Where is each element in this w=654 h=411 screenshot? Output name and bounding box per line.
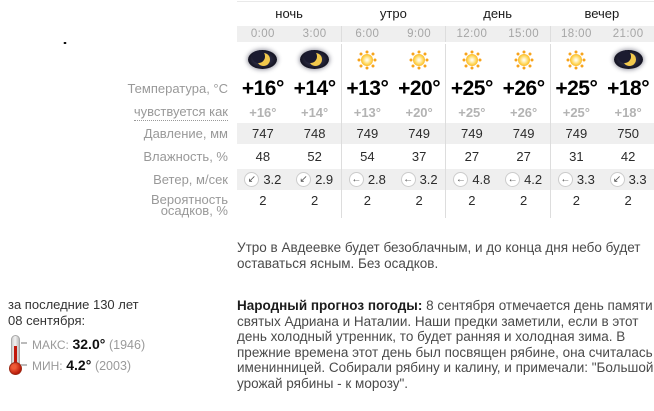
daypart-header-row [0,3,654,23]
feels-like-value: +14° [300,105,329,120]
thermometer-icon [8,334,28,376]
humidity-row-label: Влажность, % [0,144,237,169]
daypart-morning: утро [379,5,407,21]
temperature-value: +16° [241,76,284,100]
history-title-line2: 08 сентября: [8,313,86,328]
pressure-value: 749 [356,126,379,141]
humidity-value: 54 [360,149,375,164]
feels-like-value: +16° [249,105,277,120]
feels-like-value: +13° [353,105,381,120]
precipitation-row [0,190,654,218]
temperature-value: +20° [398,76,441,100]
time-6: 6:00 [355,28,380,40]
moon-icon [248,50,277,69]
daypart-night: ночь [275,5,303,21]
precipitation-value: 2 [363,193,371,208]
wind-speed-value: 3.2 [263,172,282,187]
time-3: 3:00 [302,28,327,40]
record-max-line [32,337,145,352]
pressure-value: 750 [617,126,639,141]
wind-row [0,169,654,190]
time-15: 15:00 [508,28,540,40]
folk-forecast-body: 8 сентября отмечается день памяти святых Адриана и Наталии. Наши предки заметили, если в этот день холодный утренник, то будет ранняя и холодная зима. В прежние времена этот день был посвящен рябине, она считалась именинницей. Собирали рябину и калину, и примечали: "Большой урожай рябины - к морозу". [237,298,654,391]
daypart-day: день [483,5,513,21]
temperature-value: +25° [555,76,598,100]
humidity-value: 48 [255,149,271,164]
pressure-value: 748 [303,126,326,141]
humidity-value: 27 [464,149,480,164]
humidity-row [0,144,654,169]
sun-icon [514,50,534,70]
record-max-value: 32.0° [72,336,106,352]
precipitation-value: 2 [415,193,423,208]
wind-direction-icon: ↙ [244,172,259,187]
humidity-value: 27 [516,149,531,164]
wind-direction-icon: ← [558,172,573,187]
humidity-value: 42 [620,149,636,164]
time-row [0,26,654,42]
pressure-value: 749 [512,126,535,141]
humidity-value: 37 [411,149,427,164]
wind-direction-icon: ← [453,172,468,187]
time-9: 9:00 [407,28,432,40]
pressure-row [0,123,654,144]
temperature-row [0,75,654,102]
wind-speed-value: 2.8 [367,172,386,187]
precipitation-value: 2 [468,193,476,208]
wind-direction-icon: ↙ [610,172,625,187]
time-0: 0:00 [250,28,275,40]
daypart-evening: вечер [584,5,620,21]
time-12: 12:00 [456,28,488,40]
record-min-value: 4.2° [66,357,92,373]
precipitation-value: 2 [572,193,580,208]
wind-speed-value: 3.3 [576,172,595,187]
history-title-line1: за последние 130 лет [8,297,139,312]
temperature-row-label: Температура, °C [0,75,237,102]
record-min-label: МИН: [32,359,63,373]
feels-like-value: +25° [458,105,486,120]
feels-like-value: +25° [562,105,590,120]
table-top-divider [237,1,654,2]
climate-history [8,297,228,376]
pressure-value: 749 [408,126,430,141]
weather-icons-row [0,44,654,75]
precipitation-value: 2 [624,193,632,208]
temperature-value: +18° [607,76,650,100]
feels-like-value: +26° [509,105,538,120]
temperature-records [8,334,228,376]
feels-like-row-label[interactable]: чувствуется как [133,104,228,119]
precipitation-row-label: Вероятность осадков, % [151,192,228,218]
wind-speed-value: 3.3 [628,172,647,187]
temperature-value: +13° [346,76,389,100]
temperature-value: +26° [502,76,545,100]
record-min-year: (2003) [94,359,132,373]
moon-icon [614,50,643,69]
wind-speed-value: 4.8 [472,172,491,187]
wind-speed-value: 3.2 [419,172,438,187]
temperature-value: +14° [293,76,336,100]
temperature-value: +25° [450,76,493,100]
precipitation-value: 2 [259,193,267,208]
humidity-value: 52 [307,149,322,164]
time-18: 18:00 [560,28,592,40]
wind-direction-icon: ← [349,172,364,187]
wind-direction-icon: ← [401,172,416,187]
folk-forecast-title: Народный прогноз погоды: [237,298,423,313]
humidity-value: 31 [569,149,584,164]
record-min-line [32,358,131,373]
pressure-value: 747 [252,126,274,141]
sun-icon [409,50,429,70]
forecast-texts [237,240,654,391]
wind-speed-value: 2.9 [315,172,334,187]
folk-forecast [237,298,654,391]
time-21: 21:00 [612,28,644,40]
sun-icon [566,50,586,70]
feels-like-value: +20° [405,105,433,120]
forecast-summary: Утро в Авдеевке будет безоблачным, и до конца дня небо будет оставаться ясным. Без осадков. [237,240,641,271]
feels-like-row [0,102,654,123]
wind-speed-value: 4.2 [524,172,543,187]
pressure-value: 749 [461,126,483,141]
record-max-year: (1946) [108,338,146,352]
wind-direction-icon: ↙ [296,172,311,187]
sun-icon [462,50,482,70]
feels-like-value: +18° [614,105,642,120]
record-max-label: МАКС: [32,338,69,352]
pressure-value: 749 [565,126,588,141]
sun-icon [357,50,377,70]
precipitation-value: 2 [311,193,319,208]
pressure-row-label: Давление, мм [0,123,237,144]
wind-direction-icon: ← [505,172,520,187]
wind-row-label: Ветер, м/сек [0,169,237,190]
precipitation-value: 2 [520,193,528,208]
moon-icon [300,50,329,69]
